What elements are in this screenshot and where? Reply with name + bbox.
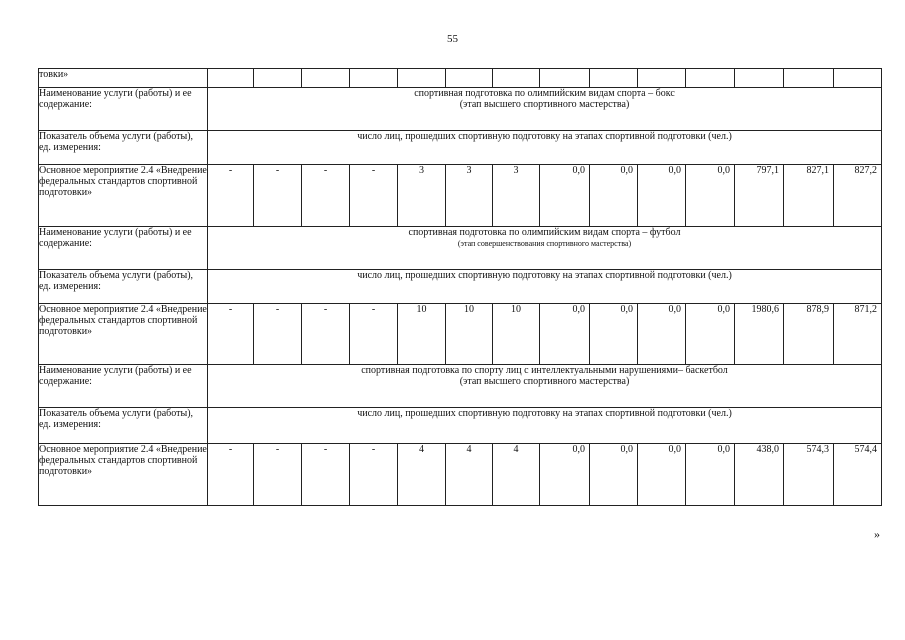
value-cell: 0,0 xyxy=(590,304,638,365)
value-cell: 0,0 xyxy=(686,304,735,365)
value-cell: - xyxy=(254,444,302,506)
value-cell: - xyxy=(350,304,398,365)
value-cell: 438,0 xyxy=(735,444,784,506)
value-cell: 574,4 xyxy=(834,444,882,506)
table-row xyxy=(39,165,882,227)
value-cell: - xyxy=(254,165,302,227)
value-cell: - xyxy=(302,165,350,227)
table-row xyxy=(39,270,882,304)
value-cell: 871,2 xyxy=(834,304,882,365)
measure-label: Основное мероприятие 2.4 «Внедрение федеральных стандартов спортивной подготовки» xyxy=(39,165,208,227)
value-cell: - xyxy=(350,165,398,227)
value-cell: 10 xyxy=(493,304,540,365)
value-cell: 4 xyxy=(493,444,540,506)
value-cell: - xyxy=(254,304,302,365)
closing-quote: » xyxy=(874,527,880,541)
value-cell: 3 xyxy=(446,165,493,227)
table-row xyxy=(39,408,882,444)
value-cell: 0,0 xyxy=(590,165,638,227)
value-cell: 827,2 xyxy=(834,165,882,227)
service-content xyxy=(208,88,882,131)
value-cell: 0,0 xyxy=(540,304,590,365)
value-cell: 0,0 xyxy=(540,444,590,506)
value-cell: 10 xyxy=(446,304,493,365)
value-cell: 0,0 xyxy=(540,165,590,227)
measure-label: Основное мероприятие 2.4 «Внедрение федеральных стандартов спортивной подготовки» xyxy=(39,444,208,506)
value-cell: 3 xyxy=(493,165,540,227)
value-cell: 4 xyxy=(398,444,446,506)
value-cell: - xyxy=(302,304,350,365)
table-row xyxy=(39,365,882,408)
value-cell: 0,0 xyxy=(638,304,686,365)
table-row xyxy=(39,304,882,365)
value-cell: 4 xyxy=(446,444,493,506)
table-row xyxy=(39,88,882,131)
indicator-text: число лиц, прошедших спортивную подготовку на этапах спортивной подготовки (чел.) xyxy=(208,131,882,165)
table-row xyxy=(39,131,882,165)
service-label: Наименование услуги (работы) и ее содержание: xyxy=(39,88,208,131)
service-name: спортивная подготовка по олимпийским видам спорта – бокс xyxy=(414,88,675,99)
value-cell: 878,9 xyxy=(784,304,834,365)
row-label: товки» xyxy=(39,69,208,88)
value-cell: 3 xyxy=(398,165,446,227)
service-stage: (этап высшего спортивного мастерства) xyxy=(459,376,630,387)
service-name: спортивная подготовка по спорту лиц с интеллектуальными нарушениями– баскетбол xyxy=(361,365,728,376)
page-number: 55 xyxy=(447,33,458,45)
value-cell: 574,3 xyxy=(784,444,834,506)
service-stage: (этап совершенствования спортивного мастерства) xyxy=(457,239,632,248)
value-cell: - xyxy=(302,444,350,506)
service-content xyxy=(208,365,882,408)
services-table xyxy=(38,68,882,506)
value-cell: 0,0 xyxy=(590,444,638,506)
indicator-label: Показатель объема услуги (работы), ед. измерения: xyxy=(39,131,208,165)
indicator-label: Показатель объема услуги (работы), ед. измерения: xyxy=(39,270,208,304)
value-cell: 0,0 xyxy=(686,165,735,227)
table-row xyxy=(39,444,882,506)
service-content xyxy=(208,227,882,270)
indicator-text: число лиц, прошедших спортивную подготовку на этапах спортивной подготовки (чел.) xyxy=(208,408,882,444)
table-row xyxy=(39,227,882,270)
value-cell: - xyxy=(208,444,254,506)
service-stage: (этап высшего спортивного мастерства) xyxy=(459,99,630,110)
measure-label: Основное мероприятие 2.4 «Внедрение федеральных стандартов спортивной подготовки» xyxy=(39,304,208,365)
value-cell: 0,0 xyxy=(686,444,735,506)
value-cell: 1980,6 xyxy=(735,304,784,365)
value-cell: 10 xyxy=(398,304,446,365)
service-label: Наименование услуги (работы) и ее содержание: xyxy=(39,227,208,270)
value-cell: 0,0 xyxy=(638,165,686,227)
indicator-label: Показатель объема услуги (работы), ед. измерения: xyxy=(39,408,208,444)
value-cell: - xyxy=(350,444,398,506)
service-blocks xyxy=(39,88,882,506)
value-cell: - xyxy=(208,165,254,227)
value-cell: - xyxy=(208,304,254,365)
service-name: спортивная подготовка по олимпийским видам спорта – футбол xyxy=(408,227,681,238)
service-label: Наименование услуги (работы) и ее содержание: xyxy=(39,365,208,408)
value-cell: 827,1 xyxy=(784,165,834,227)
value-cell: 0,0 xyxy=(638,444,686,506)
value-cell: 797,1 xyxy=(735,165,784,227)
indicator-text: число лиц, прошедших спортивную подготовку на этапах спортивной подготовки (чел.) xyxy=(208,270,882,304)
table-row xyxy=(39,69,882,88)
